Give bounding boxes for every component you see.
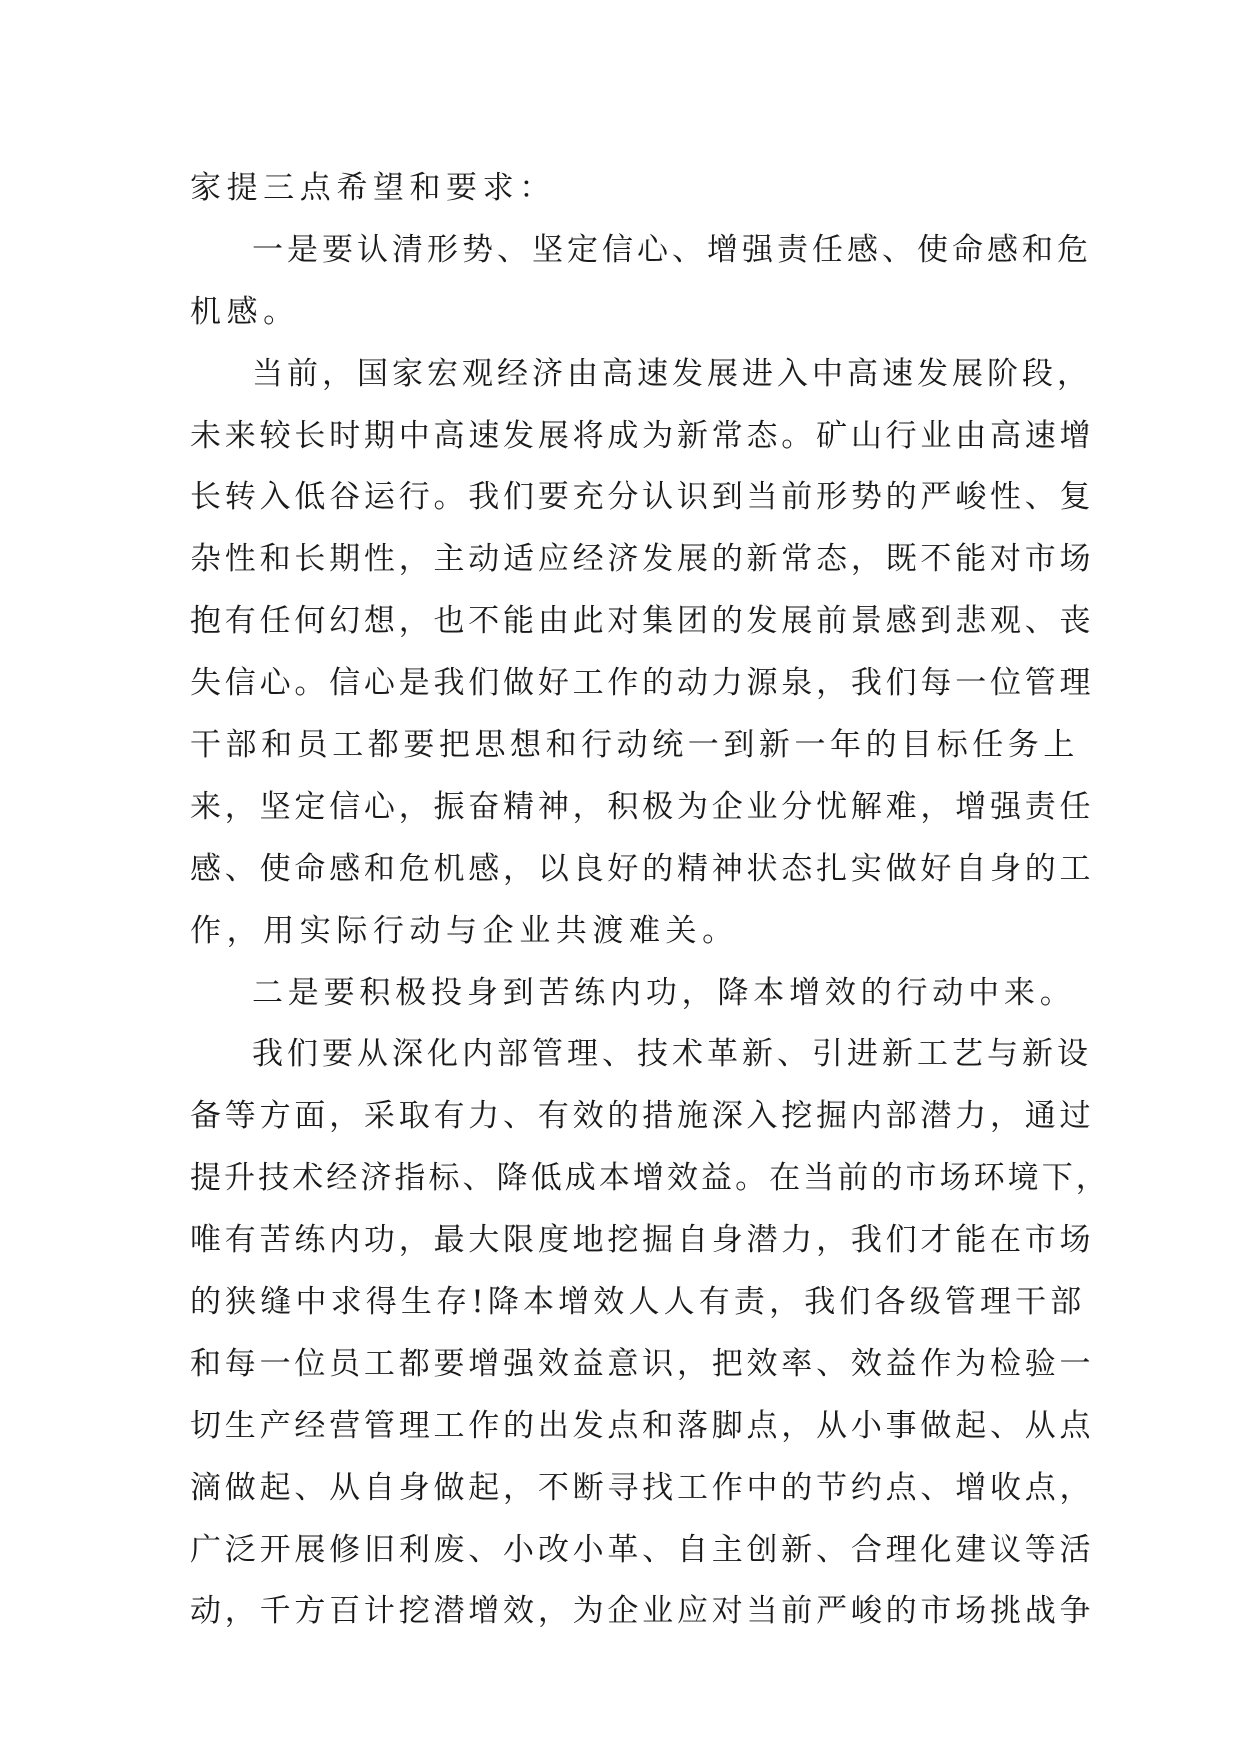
text-line: 感、使命感和危机感，以良好的精神状态扎实做好自身的工 [190, 850, 1095, 887]
text-line: 广泛开展修旧利废、小改小革、自主创新、合理化建议等活 [190, 1531, 1095, 1568]
body-text [190, 158, 1110, 1643]
text-line: 我们要从深化内部管理、技术革新、引进新工艺与新设 [252, 1036, 1092, 1073]
text-line: 一是要认清形势、坚定信心、增强责任感、使命感和危 [252, 231, 1092, 268]
text-line: 二是要积极投身到苦练内功，降本增效的行动中来。 [252, 974, 1076, 1011]
text-line: 切生产经营管理工作的出发点和落脚点，从小事做起、从点 [190, 1407, 1095, 1444]
text-line: 抱有任何幻想，也不能由此对集团的发展前景感到悲观、丧 [190, 603, 1095, 640]
text-line: 的狭缝中求得生存!降本增效人人有责，我们各级管理干部 [190, 1284, 1086, 1321]
text-line: 当前，国家宏观经济由高速发展进入中高速发展阶段， [252, 355, 1092, 392]
text-line: 来，坚定信心，振奋精神，积极为企业分忧解难，增强责任 [190, 788, 1095, 825]
text-line: 滴做起、从自身做起，不断寻找工作中的节约点、增收点， [190, 1469, 1095, 1506]
text-line: 未来较长时期中高速发展将成为新常态。矿山行业由高速增 [190, 417, 1095, 454]
text-line: 机感。 [190, 293, 300, 330]
text-line: 杂性和长期性，主动适应经济发展的新常态，既不能对市场 [190, 541, 1095, 578]
text-line: 家提三点希望和要求： [190, 170, 556, 206]
text-line: 和每一位员工都要增强效益意识，把效率、效益作为检验一 [190, 1345, 1095, 1382]
text-line: 作，用实际行动与企业共渡难关。 [190, 912, 739, 949]
text-line: 长转入低谷运行。我们要充分认识到当前形势的严峻性、复 [190, 479, 1095, 516]
text-line: 干部和员工都要把思想和行动统一到新一年的目标任务上 [190, 727, 1079, 764]
text-line: 提升技术经济指标、降低成本增效益。在当前的市场环境下， [190, 1160, 1110, 1197]
text-line: 失信心。信心是我们做好工作的动力源泉，我们每一位管理 [190, 665, 1095, 702]
text-line: 动，千方百计挖潜增效，为企业应对当前严峻的市场挑战争 [190, 1593, 1095, 1630]
text-line: 备等方面，采取有力、有效的措施深入挖掘内部潜力，通过 [190, 1098, 1095, 1135]
text-line: 唯有苦练内功，最大限度地挖掘自身潜力，我们才能在市场 [190, 1222, 1095, 1259]
